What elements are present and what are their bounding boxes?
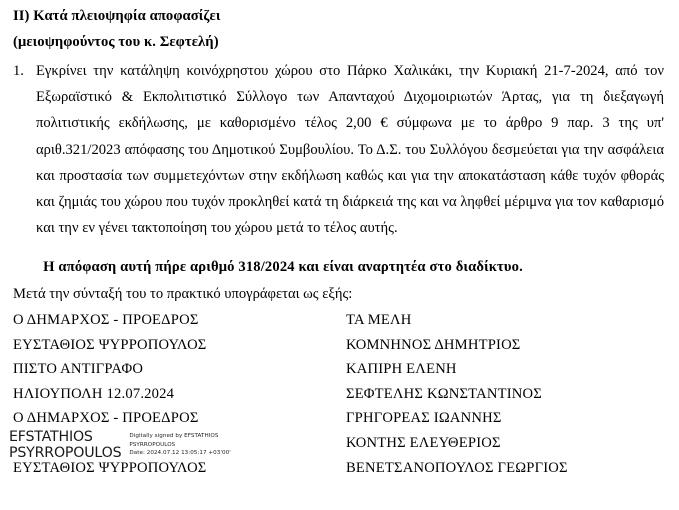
signature-right-row: ΚΟΜΝΗΝΟΣ ΔΗΜΗΤΡΙΟΣ [346,336,521,353]
paragraph-line-7: και την εν γένει τακτοποίηση του χώρου μετά το τέλος αυτής. [36,220,398,237]
list-item-marker: 1. [13,63,24,79]
heading-line-1: II) Κατά πλειοψηφία αποφασίζει [13,8,221,24]
paragraph-line-5: και προστασία των συμμετεχόντων στην εκδήλωση καθώς και για την αποκατάσταση κάθε τυχόν φθοράς [36,167,664,184]
numbered-list [13,58,664,241]
signature-left-row: Ο ΔΗΜΑΡΧΟΣ - ΠΡΟΕΔΡΟΣ [13,312,199,328]
paragraph-line-4: αριθ.321/2023 απόφασης του Δημοτικού Συμβουλίου. Το Δ.Σ. του Συλλόγου δεσμεύεται για την ασφάλεια [36,141,664,158]
minutes-signing-note: Μετά την σύνταξή του το πρακτικό υπογράφεται ως εξής: [13,286,353,302]
signature-left-row: Ο ΔΗΜΑΡΧΟΣ - ΠΡΟΕΔΡΟΣ [13,410,199,427]
digital-signature-metadata [129,432,241,457]
digital-signature-name-line-1: EFSTATHIOS [9,428,93,445]
digital-signature-meta-line-2: PSYRROPOULOS [129,441,176,448]
paragraph-line-2: Εξωραϊστικό & Εκπολιτιστικό Σύλλογο των Απανταχού Διχομοιριωτών Άρτας, για τη διεξαγωγή [36,89,664,106]
signature-right-row: ΚΟΝΤΗΣ ΕΛΕΥΘΕΡΙΟΣ [346,434,501,451]
list-item [13,58,664,241]
signature-left-row: ΕΥΣΤΑΘΙΟΣ ΨΥΡΡΟΠΟΥΛΟΣ [13,459,207,476]
decision-heading-block [13,3,665,55]
signature-right-row: ΚΑΠΙΡΗ ΕΛΕΝΗ [346,361,457,378]
digital-signature-name-line-2: PSYRROPOULOS [9,445,122,461]
signature-left-row: ΗΛΙΟΥΠΟΛΗ 12.07.2024 [13,385,175,402]
signature-right-row: ΒΕΝΕΤΣΑΝΟΠΟΥΛΟΣ ΓΕΩΡΓΙΟΣ [346,459,568,476]
paragraph-line-1: Εγκρίνει την κατάληψη κοινόχρηστου χώρου στο Πάρκο Χαλικάκι, την Κυριακή 21-7-2024, από τον [36,63,664,79]
digital-signature-stamp [9,428,241,462]
paragraph-line-3: πολιτιστικής εκδήλωσης, με καθορισμένο τέλος 2,00 € σύμφωνα με το άρθρο 9 παρ. 3 της υπ' [36,115,664,132]
signature-left-row: ΕΥΣΤΑΘΙΟΣ ΨΥΡΡΟΠΟΥΛΟΣ [13,336,207,353]
digital-signature-meta-line-1: Digitally signed by EFSTATHIOS [129,433,219,440]
heading-line-2: (μειοψηφούντος του κ. Σεφτελή) [13,34,219,50]
digital-signature-name [9,429,121,462]
signature-right-row: ΓΡΗΓΟΡΕΑΣ ΙΩΑΝΝΗΣ [346,410,502,427]
decision-statement: Η απόφαση αυτή πήρε αριθμό 318/2024 και είναι αναρτητέα στο διαδίκτυο. [43,259,523,275]
signature-right-row: ΣΕΦΤΕΛΗΣ ΚΩΝΣΤΑΝΤΙΝΟΣ [346,385,542,402]
signature-right-header: ΤΑ ΜΕΛΗ [346,312,412,328]
digital-signature-meta-line-3: Date: 2024.07.12 13:05:17 +03'00' [129,450,231,457]
signature-left-row: ΠΙΣΤΟ ΑΝΤΙΓΡΑΦΟ [13,361,144,378]
signature-column-right [346,308,676,480]
list-item-body [36,58,664,241]
paragraph-line-6: και ζημιάς του χώρου που τυχόν προκληθεί κατά τη διάρκειά της και να ληφθεί μέριμνα για τον καθαρισμό [36,194,664,211]
